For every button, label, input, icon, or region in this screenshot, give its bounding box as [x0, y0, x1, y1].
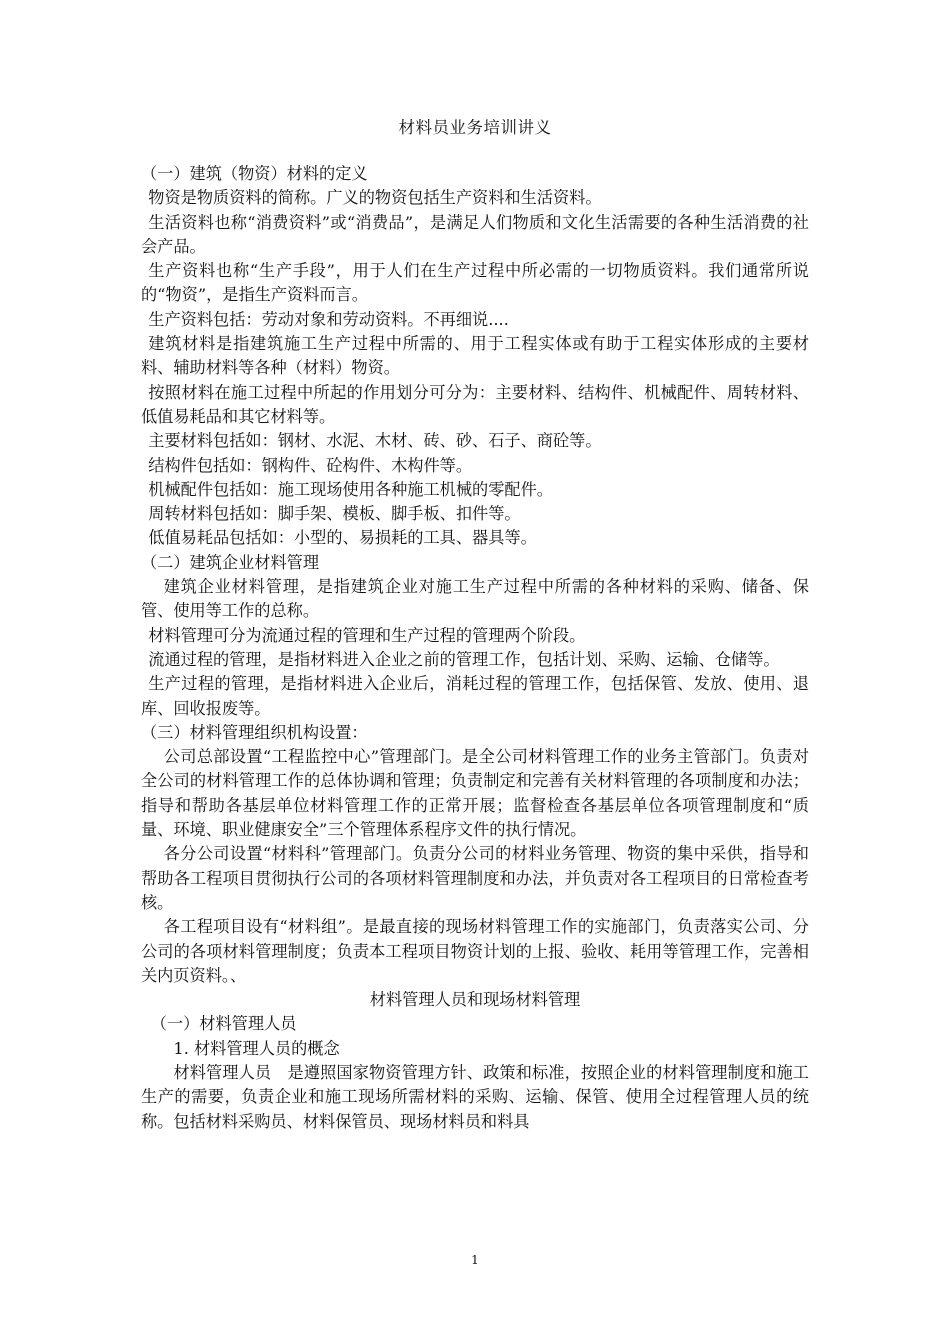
section-heading: （一）建筑（物资）材料的定义: [141, 164, 368, 183]
paragraph: 主要材料包括如：钢材、水泥、木材、砖、砂、石子、商砼等。: [148, 431, 602, 451]
paragraph: 生活资料也称“消费资料”或“消费品”，是满足人们物质和文化生活需要的各种生活消费的社会产品。: [141, 212, 809, 256]
paragraph: 公司总部设置“工程监控中心”管理部门。是全公司材料管理工作的业务主管部门。负责对全公司的材料管理工作的总体协调和管理；负责制定和完善有关材料管理的各项制度和办法；指导和帮助各基层单位材料管理工作的正常开展；监督检查各基层单位各项管理制度和“质量、环境、职业健康安全”三个管理体系程序文件的执行情况。: [141, 747, 809, 840]
paragraph: 建筑企业材料管理，是指建筑企业对施工生产过程中所需的各种材料的采购、储备、保管、使用等工作的总称。: [141, 577, 809, 621]
subsection-heading: 1. 材料管理人员的概念: [173, 1038, 340, 1058]
chapter-heading: 材料管理人员和现场材料管理: [369, 990, 581, 1010]
paragraph: 结构件包括如：钢构件、砼构件、木构件等。: [148, 455, 473, 475]
paragraph: 材料管理人员 是遵照国家物资管理方针、政策和标准，按照企业的材料管理制度和施工生产的需要，负责企业和施工现场所需材料的采购、运输、保管、使用全过程管理人员的统称。包括材料采购员、材料保管员、现场材料员和料具: [141, 1062, 809, 1131]
paragraph: 流通过程的管理，是指材料进入企业之前的管理工作，包括计划、采购、运输、仓储等。: [148, 649, 780, 669]
page-number: 1: [471, 1253, 479, 1267]
paragraph: 低值易耗品包括如：小型的、易损耗的工具、器具等。: [148, 528, 537, 548]
paragraph: 机械配件包括如：施工现场使用各种施工机械的零配件。: [148, 479, 553, 499]
section-heading: （三）材料管理组织机构设置：: [141, 722, 368, 742]
paragraph: 各分公司设置“材料科”管理部门。负责分公司的材料业务管理、物资的集中采供，指导和帮助各工程项目贯彻执行公司的各项材料管理制度和办法，并负责对各工程项目的日常检查考核。: [141, 844, 809, 912]
paragraph: 周转材料包括如：脚手架、模板、脚手板、扣件等。: [148, 504, 521, 524]
document-title: 材料员业务培训讲义: [398, 118, 552, 137]
paragraph: 物资是物质资料的简称。广义的物资包括生产资料和生活资料。: [148, 188, 602, 208]
section-heading: （二）建筑企业材料管理: [141, 552, 320, 572]
paragraph: 建筑材料是指建筑施工生产过程中所需的、用于工程实体或有助于工程实体形成的主要材料、辅助材料等各种（材料）物资。: [141, 334, 809, 378]
paragraph: 生产资料也称“生产手段”，用于人们在生产过程中所必需的一切物质资料。我们通常所说的“物资”，是指生产资料而言。: [141, 261, 809, 305]
document-body: [141, 162, 809, 1134]
paragraph: 生产过程的管理，是指材料进入企业后，消耗过程的管理工作，包括保管、发放、使用、退库、回收报废等。: [141, 674, 809, 718]
paragraph: 生产资料包括：劳动对象和劳动资料。不再细说....: [148, 309, 509, 329]
paragraph: 各工程项目设有“材料组”。是最直接的现场材料管理工作的实施部门，负责落实公司、分公司的各项材料管理制度；负责本工程项目物资计划的上报、验收、耗用等管理工作，完善相关内页资料。、: [141, 917, 809, 985]
paragraph: 材料管理可分为流通过程的管理和生产过程的管理两个阶段。: [148, 625, 586, 645]
section-heading: （一）材料管理人员: [150, 1014, 297, 1034]
paragraph: 按照材料在施工过程中所起的作用划分可分为：主要材料、结构件、机械配件、周转材料、低值易耗品和其它材料等。: [141, 382, 809, 426]
